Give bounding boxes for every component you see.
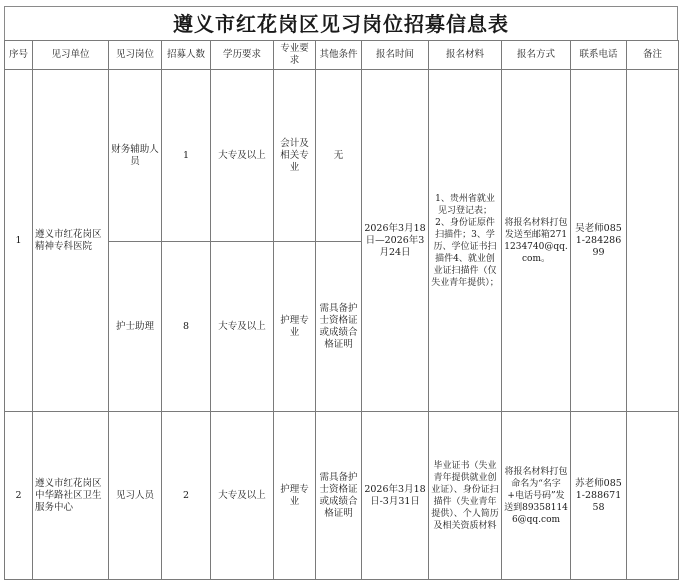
position-cell: 见习人员	[109, 412, 162, 580]
remark-cell	[627, 412, 679, 580]
header-time: 报名时间	[362, 41, 429, 70]
education-cell: 大专及以上	[211, 412, 274, 580]
major-cell: 护理专业	[274, 412, 316, 580]
time-cell: 2026年3月18日—2026年3月24日	[362, 70, 429, 412]
position-cell: 护士助理	[109, 242, 162, 412]
recruitment-table	[4, 40, 679, 580]
header-remark: 备注	[627, 41, 679, 70]
remark-cell	[627, 70, 679, 412]
other-cell: 需具备护士资格证或成绩合格证明	[316, 412, 362, 580]
other-cell: 无	[316, 70, 362, 242]
header-count: 招募人数	[162, 41, 211, 70]
page-title: 遵义市红花岗区见习岗位招募信息表	[4, 6, 678, 40]
materials-cell: 1、贵州省就业见习登记表；2、身份证原件扫描件；3、学历、学位证书扫描件4、就业创业证扫描件（仅失业青年提供）；	[429, 70, 502, 412]
unit-cell: 遵义市红花岗区精神专科医院	[33, 70, 109, 412]
table-row	[5, 70, 679, 242]
count-cell: 1	[162, 70, 211, 242]
method-cell: 将报名材料打包发送至邮箱2711234740@qq.com。	[502, 70, 571, 412]
phone-cell: 苏老师0851-28867158	[571, 412, 627, 580]
count-cell: 2	[162, 412, 211, 580]
header-unit: 见习单位	[33, 41, 109, 70]
phone-cell: 吴老师0851-28428699	[571, 70, 627, 412]
header-major: 专业要求	[274, 41, 316, 70]
header-method: 报名方式	[502, 41, 571, 70]
major-cell: 护理专业	[274, 242, 316, 412]
materials-cell: 毕业证书（失业青年提供就业创业证）、身份证扫描件（失业青年提供）、个人简历及相关资质材料	[429, 412, 502, 580]
row-number: 2	[5, 412, 33, 580]
header-other: 其他条件	[316, 41, 362, 70]
table-row	[5, 412, 679, 580]
header-phone: 联系电话	[571, 41, 627, 70]
header-row	[5, 41, 679, 70]
header-education: 学历要求	[211, 41, 274, 70]
header-position: 见习岗位	[109, 41, 162, 70]
row-number: 1	[5, 70, 33, 412]
header-materials: 报名材料	[429, 41, 502, 70]
count-cell: 8	[162, 242, 211, 412]
method-cell: 将报名材料打包命名为“名字+电话号码”发送到893581146@qq.com	[502, 412, 571, 580]
education-cell: 大专及以上	[211, 70, 274, 242]
position-cell: 财务辅助人员	[109, 70, 162, 242]
unit-cell: 遵义市红花岗区中华路社区卫生服务中心	[33, 412, 109, 580]
major-cell: 会计及相关专业	[274, 70, 316, 242]
time-cell: 2026年3月18日-3月31日	[362, 412, 429, 580]
education-cell: 大专及以上	[211, 242, 274, 412]
recruitment-sheet	[4, 6, 678, 578]
header-no: 序号	[5, 41, 33, 70]
other-cell: 需具备护士资格证或成绩合格证明	[316, 242, 362, 412]
